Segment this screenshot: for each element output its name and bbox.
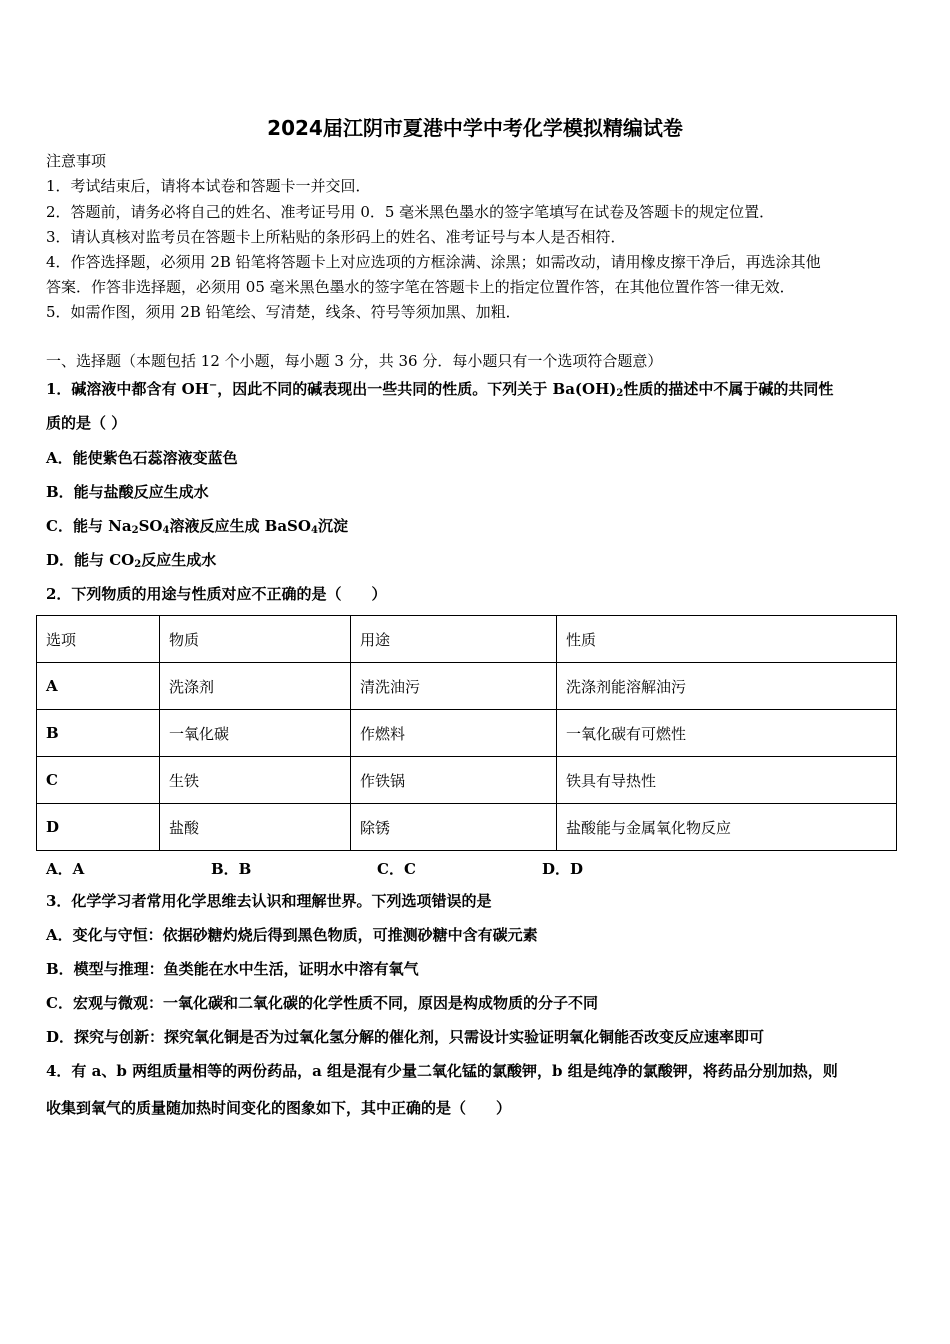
table-cell: 洗涤剂	[160, 663, 351, 710]
table-cell: 作燃料	[351, 710, 557, 757]
q1-option-a: A．能使紫色石蕊溶液变蓝色	[46, 449, 238, 467]
table-cell: 作铁锅	[351, 757, 557, 804]
q1-stem-line2: 质的是（ ）	[46, 414, 127, 432]
notice-item: 5．如需作图，须用 2B 铅笔绘、写清楚，线条、符号等须加黑、加粗．	[46, 303, 521, 321]
q4-stem-line2: 收集到氧气的质量随加热时间变化的图象如下，其中正确的是（ ）	[46, 1099, 512, 1117]
q2-option-d: D．D	[542, 860, 584, 878]
q2-option-b: B．B	[211, 860, 252, 878]
table-cell: 一氧化碳	[160, 710, 351, 757]
notice-item: 2．答题前，请务必将自己的姓名、准考证号用 0．5 毫米黑色墨水的签字笔填写在试卷及答题卡的规定位置．	[46, 203, 775, 221]
notice-item: 4．作答选择题，必须用 2B 铅笔将答题卡上对应选项的方框涂满、涂黑；如需改动，请用橡皮擦干净后，再选涂其他	[46, 253, 821, 271]
section-heading: 一、选择题（本题包括 12 个小题，每小题 3 分，共 36 分．每小题只有一个选项符合题意）	[46, 352, 663, 370]
table-header-cell: 物质	[160, 616, 351, 663]
table-row	[37, 757, 897, 804]
table-cell: 一氧化碳有可燃性	[557, 710, 897, 757]
table-row	[37, 710, 897, 757]
q4-stem: 4．有 a、b 两组质量相等的两份药品，a 组是混有少量二氧化锰的氯酸钾，b 组是纯净的氯酸钾，将药品分别加热，则	[46, 1062, 838, 1080]
page-title: 2024届江阴市夏港中学中考化学模拟精编试卷	[267, 116, 683, 140]
q3-option-d: D．探究与创新：探究氧化铜是否为过氧化氢分解的催化剂，只需设计实验证明氧化铜能否改变反应速率即可	[46, 1028, 765, 1046]
q1-option-b: B．能与盐酸反应生成水	[46, 483, 209, 501]
table-cell: 盐酸能与金属氧化物反应	[557, 804, 897, 851]
table-cell: A	[37, 663, 160, 710]
q3-option-a: A．变化与守恒：依据砂糖灼烧后得到黑色物质，可推测砂糖中含有碳元素	[46, 926, 538, 944]
q1-stem: 1．碱溶液中都含有 OH−，因此不同的碱表现出一些共同的性质。下列关于 $Ba(OH)_2$性质的描述中不属于碱的共同性	[46, 380, 834, 399]
table-cell: 生铁	[160, 757, 351, 804]
table-cell: 清洗油污	[351, 663, 557, 710]
notice-item: 3．请认真核对监考员在答题卡上所粘贴的条形码上的姓名、准考证号与本人是否相符．	[46, 228, 626, 246]
table-cell: 盐酸	[160, 804, 351, 851]
table-cell: D	[37, 804, 160, 851]
table-header-cell: 性质	[557, 616, 897, 663]
notice-item: 答案．作答非选择题，必须用 05 毫米黑色墨水的签字笔在答题卡上的指定位置作答，在其他位置作答一律无效．	[46, 278, 795, 296]
notice-item: 1．考试结束后，请将本试卷和答题卡一并交回．	[46, 177, 371, 195]
q1-option-c: C．能与 $Na_2SO_4$溶液反应生成 BaSO$_4$沉淀	[46, 517, 348, 536]
table-header-cell: 选项	[37, 616, 160, 663]
table-header-cell: 用途	[351, 616, 557, 663]
q2-stem: 2．下列物质的用途与性质对应不正确的是（ ）	[46, 585, 387, 603]
q1-option-d: D．能与 $CO_2$反应生成水	[46, 551, 217, 570]
table-cell: 洗涤剂能溶解油污	[557, 663, 897, 710]
table-cell: 铁具有导热性	[557, 757, 897, 804]
q2-table	[36, 615, 897, 851]
table-row	[37, 663, 897, 710]
notice-heading: 注意事项	[46, 152, 107, 170]
q3-stem: 3．化学学习者常用化学思维去认识和理解世界。下列选项错误的是	[46, 892, 492, 910]
table-cell: C	[37, 757, 160, 804]
q3-option-c: C．宏观与微观：一氧化碳和二氧化碳的化学性质不同，原因是构成物质的分子不同	[46, 994, 598, 1012]
table-cell: B	[37, 710, 160, 757]
q3-option-b: B．模型与推理：鱼类能在水中生活，证明水中溶有氧气	[46, 960, 419, 978]
table-header-row	[37, 616, 897, 663]
q2-option-c: C．C	[377, 860, 416, 878]
q2-option-a: A．A	[46, 860, 85, 878]
table-cell: 除锈	[351, 804, 557, 851]
table-row	[37, 804, 897, 851]
